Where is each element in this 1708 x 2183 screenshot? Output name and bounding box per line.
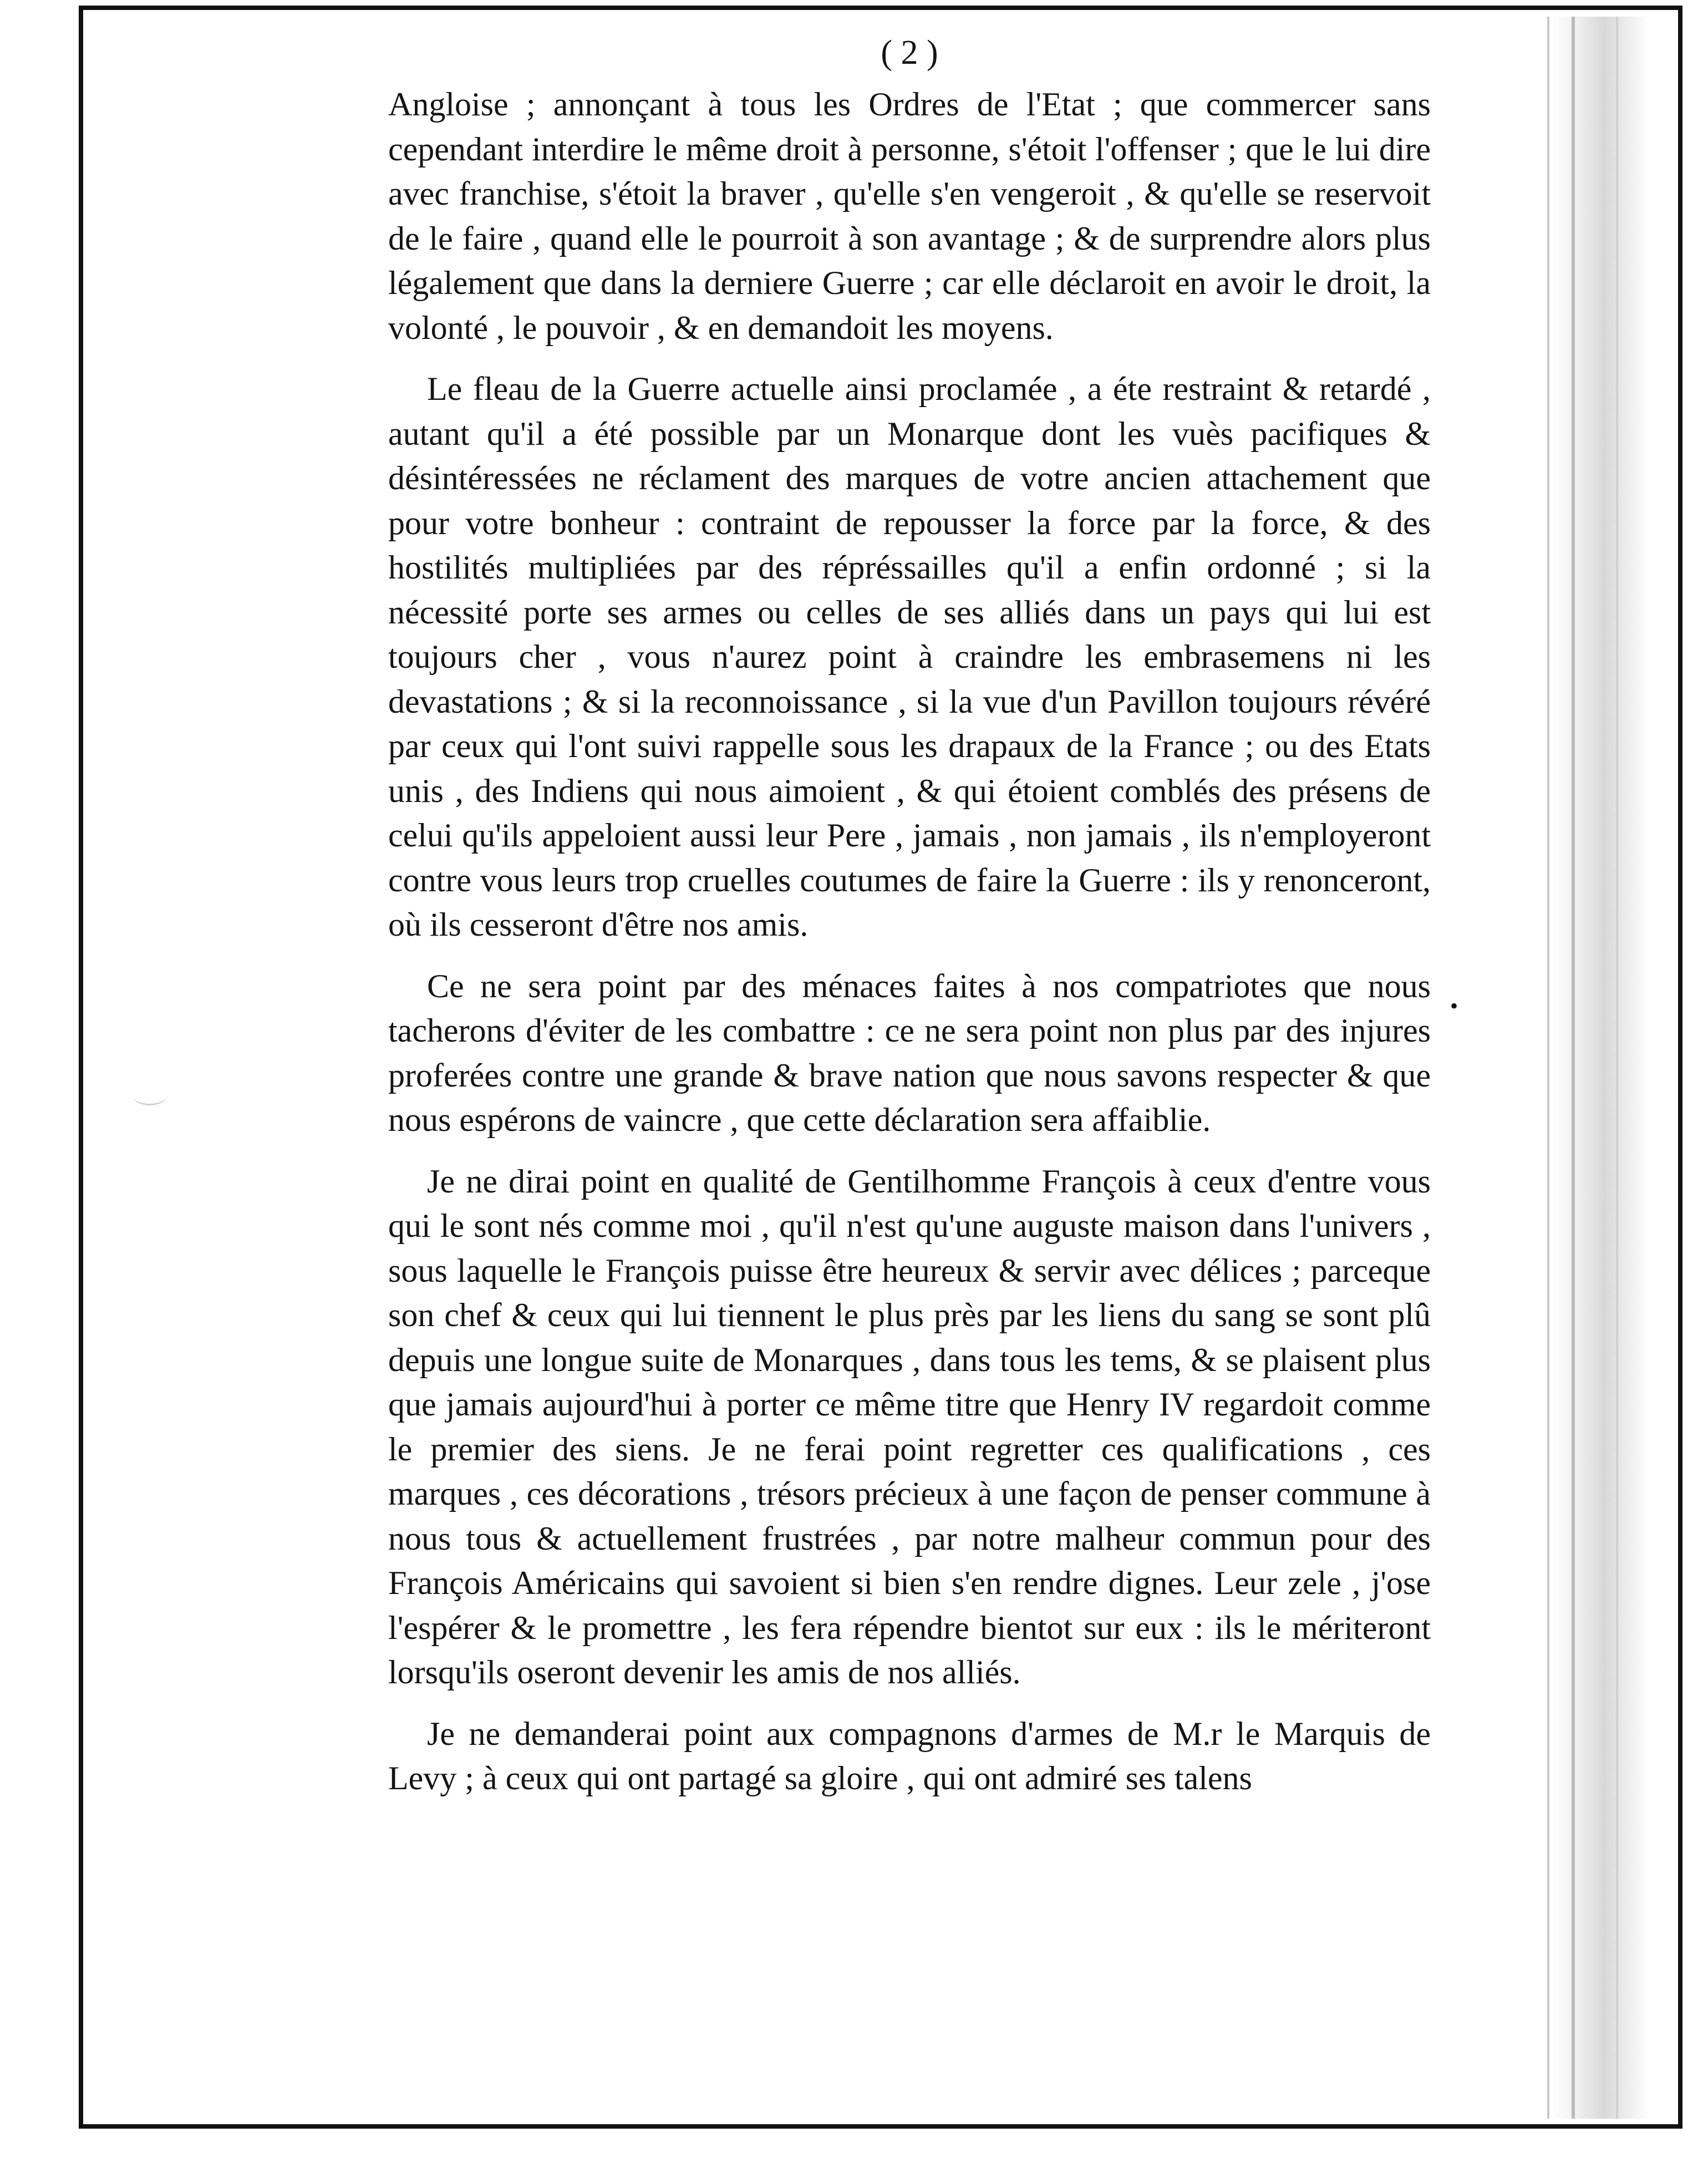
page-number: ( 2 ) xyxy=(881,34,938,72)
book-binding-edge xyxy=(1547,17,1649,2119)
paragraph-4: Je ne dirai point en qualité de Gentilhomme François à ceux d'entre vous qui le sont nés comme moi , qu'il n'est qu'une auguste maison dans l'univers , sous laquelle le François puisse être heureux & servir avec délices ; parceque son chef & ceux qui lui tiennent le plus près par les liens du sang se sont plû depuis une longue suite de Monarques , dans tous les tems, & se plaisent plus que jamais aujourd'hui à porter ce même titre que Henry IV regardoit comme le premier des siens. Je ne ferai point regretter ces qualifications , ces marques , ces décorations , trésors précieux à une façon de penser commune à nous tous & actuellement frustrées , par notre malheur commun pour des François Américains qui savoient si bien s'en rendre dignes. Leur zele , j'ose l'espérer & le promettre , les fera répendre bientot sur eux : ils le mériteront lorsqu'ils oseront devenir les amis de nos alliés. xyxy=(388,1162,1431,1690)
margin-mark: • xyxy=(1450,993,1458,1018)
ink-smudge xyxy=(133,1087,166,1105)
paragraph-3: Ce ne sera point par des ménaces faites à nos compatriotes que nous tacherons d'éviter de les combattre : ce ne sera point non plus par des injures proferées contre une grande & brave nation que nous savons respecter & que nous espérons de vaincre , que cette déclaration sera affaiblie. xyxy=(388,967,1431,1138)
document-page xyxy=(388,33,1431,1801)
paragraph-5: Je ne demanderai point aux compagnons d'armes de M.r le Marquis de Levy ; à ceux qui ont partagé sa gloire , qui ont admiré ses talens xyxy=(388,1715,1431,1796)
paragraph-1: Angloise ; annonçant à tous les Ordres de l'Etat ; que commercer sans cependant interdire le même droit à personne, s'étoit l'offenser ; que le lui dire avec franchise, s'étoit la braver , qu'elle s'en vengeroit , & qu'elle se reservoit de le faire , quand elle le pourroit à son avantage ; & de surprendre alors plus légalement que dans la derniere Guerre ; car elle déclaroit en avoir le droit, la volonté , le pouvoir , & en demandoit les moyens. xyxy=(388,86,1431,346)
paragraph-2: Le fleau de la Guerre actuelle ainsi proclamée , a éte restraint & retardé , autant qu'il a été possible par un Monarque dont les vuès pacifiques & désintéressées ne réclament des marques de votre ancien attachement que pour votre bonheur : contraint de repousser la force par la force, & des hostilités multipliées par des répréssailles qu'il a enfin ordonné ; si la nécessité porte ses armes ou celles de ses alliés dans un pays qui lui est toujours cher , vous n'aurez point à craindre les embrasemens ni les devastations ; & si la reconnoissance , si la vue d'un Pavillon toujours révéré par ceux qui l'ont suivi rappelle sous les drapaux de la France ; ou des Etats unis , des Indiens qui nous aimoient , & qui étoient comblés des présens de celui qu'ils appeloient aussi leur Pere , jamais , non jamais , ils n'employeront contre vous leurs trop cruelles coutumes de faire la Guerre : ils y renonceront, où ils cesseront d'être nos amis. xyxy=(388,370,1431,943)
